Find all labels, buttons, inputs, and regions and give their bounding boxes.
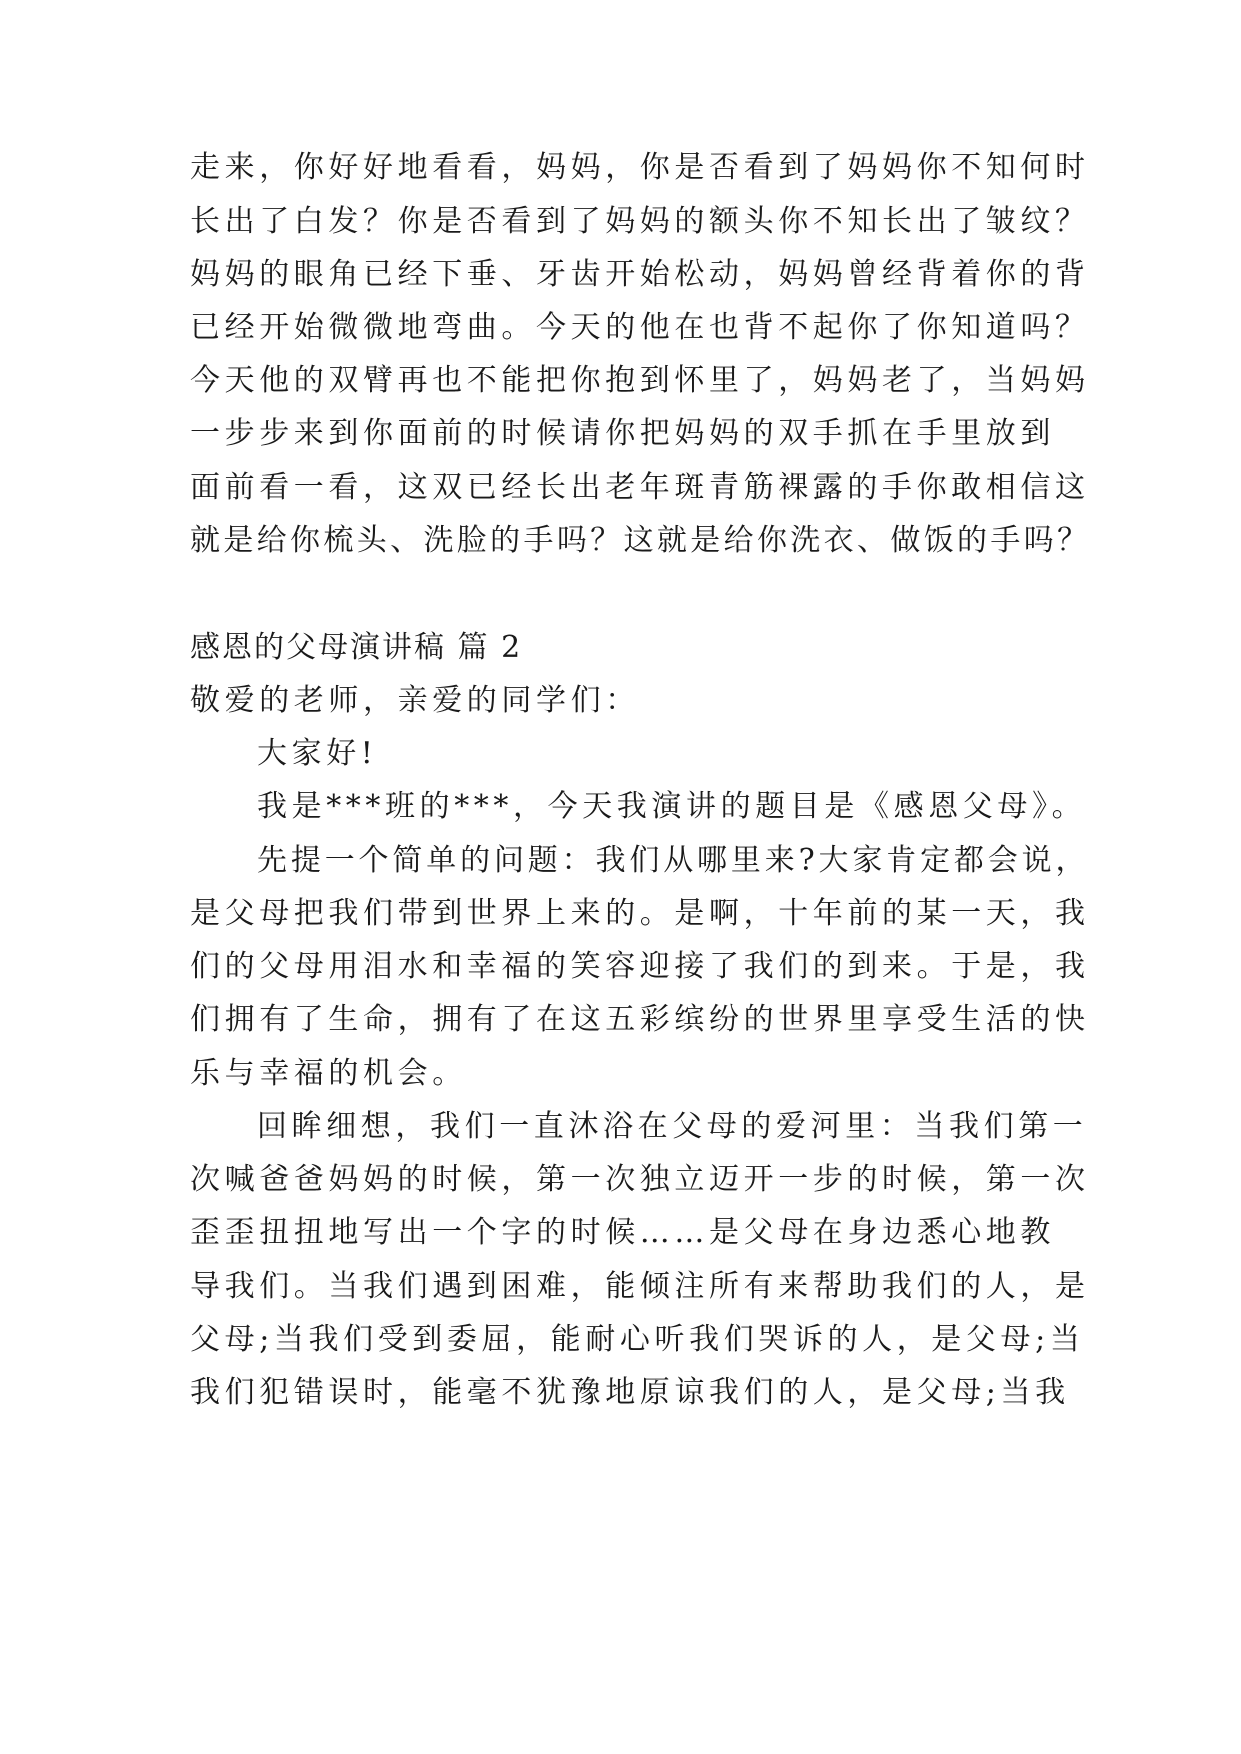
text-line: 已经开始微微地弯曲。今天的他在也背不起你了你知道吗？ bbox=[190, 310, 1090, 345]
text-line: 我们犯错误时，能毫不犹豫地原谅我们的人，是父母;当我 bbox=[190, 1375, 1070, 1410]
text-line: 父母;当我们受到委屈，能耐心听我们哭诉的人，是父母;当 bbox=[190, 1322, 1085, 1357]
text-line: 导我们。当我们遇到困难，能倾注所有来帮助我们的人，是 bbox=[190, 1269, 1090, 1304]
text-line: 妈妈的眼角已经下垂、牙齿开始松动，妈妈曾经背着你的背 bbox=[190, 257, 1090, 292]
text-line: 先提一个简单的问题：我们从哪里来?大家肯定都会说， bbox=[257, 843, 1090, 878]
section-title: 感恩的父母演讲稿 篇 2 bbox=[190, 630, 523, 665]
text-line: 乐与幸福的机会。 bbox=[190, 1056, 467, 1091]
text-line: 长出了白发？你是否看到了妈妈的额头你不知长出了皱纹？ bbox=[190, 204, 1090, 239]
intro-line: 我是***班的***，今天我演讲的题目是《感恩父母》。 bbox=[257, 789, 1087, 824]
text-line: 就是给你梳头、洗脸的手吗？这就是给你洗衣、做饭的手吗？ bbox=[190, 523, 1091, 558]
text-line: 面前看一看，这双已经长出老年斑青筋裸露的手你敢相信这 bbox=[190, 470, 1090, 505]
greeting: 大家好! bbox=[257, 736, 378, 771]
text-line: 回眸细想，我们一直沐浴在父母的爱河里：当我们第一 bbox=[257, 1109, 1088, 1144]
text-line: 今天他的双臂再也不能把你抱到怀里了，妈妈老了，当妈妈 bbox=[190, 363, 1090, 398]
text-line: 是父母把我们带到世界上来的。是啊，十年前的某一天，我 bbox=[190, 896, 1090, 931]
text-line: 们拥有了生命，拥有了在这五彩缤纷的世界里享受生活的快 bbox=[190, 1002, 1090, 1037]
text-line: 歪歪扭扭地写出一个字的时候……是父母在身边悉心地教 bbox=[190, 1215, 1055, 1250]
text-line: 一步步来到你面前的时候请你把妈妈的双手抓在手里放到 bbox=[190, 416, 1055, 451]
salutation: 敬爱的老师，亲爱的同学们： bbox=[190, 683, 640, 718]
text-line: 走来，你好好地看看，妈妈，你是否看到了妈妈你不知何时 bbox=[190, 150, 1090, 185]
text-line: 次喊爸爸妈妈的时候，第一次独立迈开一步的时候，第一次 bbox=[190, 1162, 1090, 1197]
text-line: 们的父母用泪水和幸福的笑容迎接了我们的到来。于是，我 bbox=[190, 949, 1090, 984]
